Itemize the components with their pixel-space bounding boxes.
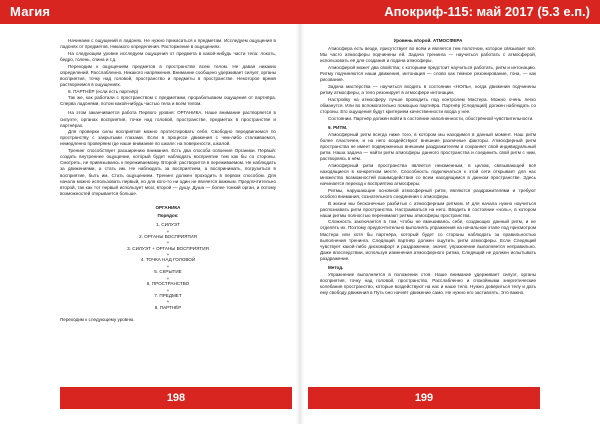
order-item: 5. СКРЫТИЕ — [154, 269, 182, 275]
paragraph: Атмосферный ритм всегда ниже того, в котором мы находимся в данный момент. Наш ритм более пластичен, и на него воздействуют внешние различные факторы. Атмосферный ритм пространства не имеет подверженных внешним раздражителям и сохраняет свой индивидуальный ритм. Наша задача — найти ритм атмосферы данного пространства и соединить свой ритм с ним, растворяясь в нём. — [320, 131, 536, 162]
order-plus: + — [166, 240, 170, 246]
paragraph: Сложность заключается в том, чтобы не вмешиваясь себе, создающих данный ритм, и не отделять их. Поэтому предпочтительно выполнять упражнения на начальном этапе под присмотром Мастера или хотя бы партнёра, который будет со стороны наблюдать за правильностью выполнения тренинга. Следящий партнёр должен ощутить ритм атмосферы. Если Следящий чувствует какой-либо дискомфорт и раздражение, значит, упражнение выполняется неправильно. Даже впоследствии, используя изменения атмосферного ритма, Следящий не должен испытывать раздражение. — [320, 219, 536, 261]
order-plus: + — [166, 299, 170, 305]
paragraph: Состоянии. Партнёр должен войти в состояние наполненности, обострённой чувствительности. — [328, 115, 534, 121]
partner-heading: 8. ПАРТНЁР (если есть партнёр) — [68, 88, 139, 94]
order-title: ОРГАНИКА — [155, 204, 181, 210]
paragraph: Упражнение выполняется в положении стоя. Наше внимание удерживает силуэт, органы восприятия, точку над головой, пространство. Расслабленно и спокойными энергетические колебания пространство, которые воздействуют на нас и наше тело. Нужно довериться телу и дать ему свободу движения в Путь оно начнёт движение само. Не нужно его заставлять. Это важно. — [320, 272, 536, 296]
order-plus: + — [166, 275, 170, 281]
magazine-section-title: Магия — [10, 4, 51, 19]
order-plus: + — [166, 252, 170, 258]
order-item: 4. ТОЧКА НАД ГОЛОВОЙ — [140, 257, 196, 263]
paragraph: В жизни мы бесконечные разбитых с атмосферным ритмом. И для начала нужно научиться распознавать ритм пространства. Настраиваться на него. Вводить в состояние «ноль», в котором наши ритмы полностью перенимают ритмы атмосферы пространства. — [320, 200, 536, 218]
order-item: 7. ПРЕДМЕТ — [154, 292, 182, 298]
paragraph: Начинаем с ощущений в ладонях. Не нужно прикасаться к предметам. Исследуем ощущения в ладонях от предметов. Никакого определения. Расторжение в ощущениях. — [60, 38, 276, 50]
paragraph: Атмосфера есть везде, присутствует во всём и является тем полотном, которое связывает всё. Мы часто атмосферы подчинены ей. Задача тренинга — научиться работать с атмосферой, использовать её для создания и подача атмосферы. — [320, 46, 536, 64]
issue-title: Апокриф-115: май 2017 (5.3 е.п.) — [384, 4, 590, 19]
level-subheading: Уровень второй. АТМОСФЕРА — [393, 38, 463, 43]
book-spine — [296, 24, 304, 424]
order-footer: Переходим к следующему уровню. — [60, 317, 135, 323]
paragraph: Для проверки силы восприятия можно протестировать себя. Свободно передвигаемся по пространству с закрытыми глазами. Если в процессе движения с чем-либо сталкиваемся, немедленно проверяем где наше внимание по шкале: на поверхности, шкалой. — [60, 129, 276, 147]
page-number-left: 198 — [166, 392, 186, 404]
order-list — [60, 205, 276, 311]
order-subtitle: Порядок: — [157, 213, 179, 218]
order-item: 2. ОРГАНЫ ВОСПРИЯТИЯ — [139, 233, 197, 239]
order-plus: + — [166, 264, 170, 270]
order-item: 6. ПРОСТРАНСТВО — [146, 281, 190, 287]
paragraph: Тренинг способствует расширению внимания. Есть два способа освоения Органики. Первый: создать внутреннее ощущение, который будет наблюдать восприятие тем как бы со стороны. Смотреть, не привязываясь к переживаемому. Второй: растворится в переживаемом. Не наблюдать за движениями, а стать им. Не наблюдать за восприятием, а воспринимать, погрузиться в восприятие, быть им. Стать ощущением. Тренинг должен проходить в первом способом. Для начала можно использовать первый, но для кого-то ни один не является важным. Предпочтительно второй, так как тот первый использует мозг, второй — душу. Душа — более тонкий орган, и потому возможностей открывается больше. — [60, 148, 276, 196]
order-item: 3. СИЛУЭТ + ОРГАНЫ ВОСПРИЯТИЯ — [127, 245, 209, 251]
order-item: 8. ПАРТНЁР — [154, 304, 182, 310]
header-bar — [0, 0, 600, 24]
order-plus: + — [166, 287, 170, 293]
paragraph: Атмосферой может два свойства; с которыми предстоит научиться работать, ритм и интонацию. Ритму подчиняются наши движения, интонация — слово как темное резонирование, тона, — как рисование. — [320, 64, 536, 83]
paragraph: Задача мастерства — научиться входить в состоянии «НОЛЬ», когда движения подчинены ритму атмосферы, а тело резонирует в атмосфере интонации. — [320, 83, 536, 95]
method-heading: Метод. — [328, 265, 344, 271]
paragraph: На этом заканчивается работа Первого уровня: ОРГАНИКА. Наше внимание растворяется в силуэте, органах восприятия, точке над головой, пространстве, предметах в пространстве и партнёрах. — [60, 110, 276, 128]
paragraph: На следующем уровне исследуем ощущения от предмета в какой-нибудь части тела: локоть, бедро, голень, спина и т.д. — [60, 50, 276, 62]
paragraph: Настройку на атмосферу лучше проводить под контролем Мастера. Можно очень легко обманутся. Или во вспомогательно помощью партнёра. Партнёр (Следящий) должен наблюдать со стороны. Его ощущения будут критерием качественности входа у нее. — [320, 96, 536, 114]
rhythm-heading: 9. РИТМ. — [328, 124, 348, 130]
paragraph: Переходим к ощущениям предметов в пространстве всем телом. Не давая никаких определений. Расслабленно. Никакого напряжения. Внимание сообщено удерживает силует, органы восприятия, точку над головой, пространство и предметы в пространстве. Некоторое время растворяемся в ощущениях. — [60, 63, 276, 87]
paragraph: Атмосферный ритм пространства является неизменным, в целом, связывающей всё находящиеся в конкретном месте. Способность подключаться к этой сети открывает для нас множество возможностей взаимодействия со всем находящимся в данном пространстве. Здесь начинается переход к восприятию атмосферы. — [320, 162, 536, 187]
order-item: 1. СИЛУЭТ — [156, 222, 180, 228]
left-page-text — [60, 38, 276, 324]
right-page-text — [320, 38, 536, 297]
page-number-right: 199 — [414, 392, 434, 404]
paragraph: Так же, как работали с пространством с предметами, прорабатываем ощущения от партнёра. Сперва ладонями, потом какой-нибудь частью тела и всем телом. — [60, 95, 276, 107]
paragraph: Ритмы, нарушающие основной атмосферный ритм, являются раздражителями и требуют особого внимания, сознательного соединения с атмосферы. — [320, 187, 536, 199]
order-plus: + — [166, 228, 170, 234]
